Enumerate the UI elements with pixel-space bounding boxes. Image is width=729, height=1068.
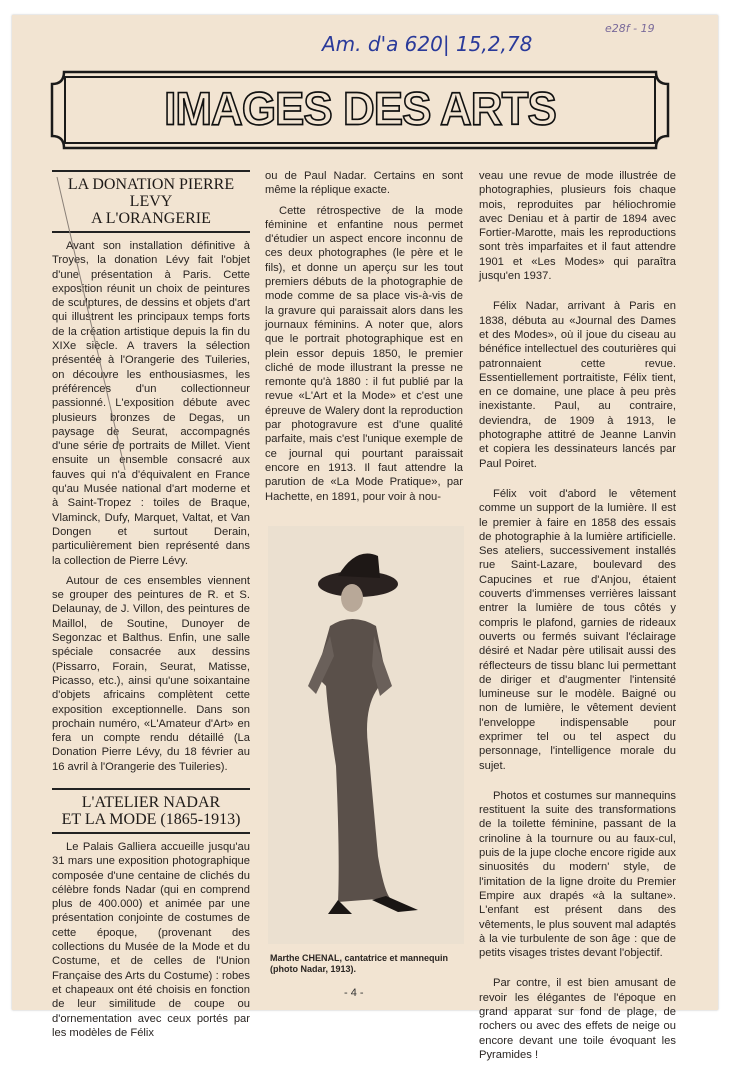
article1-paragraph: Avant son installation définitive à Troyes, la donation Lévy fait l'objet d'une présentation à Paris. Cette exposition réunit un choix de peintures de sculptures, de dessins et objets d'art qui illustrent les principaux temps forts de la création artistique depuis la fin du XIXe siècle. A travers la sélection présentée à l'Orangerie des Tuileries, on découvre les enthousiasmes, les préférences d'un collectionneur passionné. L'exposition débute avec plusieurs bronzes de Degas, un paysage de Seurat, accompagnés d'une série de portraits de Millet. Vient ensuite un ensemble consacré aux fauves qui n'a d'équivalent en France qu'au Musée national d'art moderne et à Saint-Tropez : toiles de Braque, Vlaminck, Dufy, Marquet, Valtat, et Van Dongen et surtout Derain, particulièrement bien représenté dans la collection de Pierre Lévy.: [52, 240, 250, 567]
article2-title-line2: ET LA MODE (1865-1913): [61, 810, 241, 828]
banner-title: IMAGES DES ARTS: [164, 83, 556, 136]
article2-paragraph: Félix voit d'abord le vêtement comme un support de la lumière. Il est le premier à faire en 1858 des essais de photographie à la lumière artificielle. Ses ateliers, successivement installés rue Saint-Lazare, boulevard des Capucines et rue d'Anjou, étaient couverts d'immenses verrières laissant entrer la lumière de tous côtés y compris le plafond, garnies de rideaux ouverts ou fermés suivant l'éclairage désiré et Nadar père utilisait aussi des réflecteurs de tissu blanc lui permettant de diriger et d'augmenter l'intensité lumineuse sur le modèle. Baigné ou non de lumière, le vêtement devient l'enveloppe indispensable pour exprimer tel ou tel aspect du personnage, l'intelligence morale du sujet.: [479, 487, 676, 772]
photo-caption: Marthe CHENAL, cantatrice et mannequin (photo Nadar, 1913).: [270, 953, 449, 974]
column-2: [265, 169, 463, 510]
pencil-strike-mark: [55, 175, 135, 475]
article1-title-line2: A L'ORANGERIE: [91, 210, 211, 227]
fashion-photograph: [268, 526, 464, 944]
article2-paragraph: Cette rétrospective de la mode féminine et enfantine nous permet d'étudier un aspect encore inconnu de ces deux photographes (le père et le fils), et donne un aperçu sur les tout premiers débuts de la photographie de mode comme de sa place vis-à-vis de la gravure qui paraissait alors dans les journaux féminins. A noter que, alors que le portrait photographique est en plein essor depuis 1850, le premier cliché de mode illustrant la presse ne remonte qu'à 1880 : il fut publié par la revue «L'Art et la Mode» et c'est une épreuve de Walery dont la reproduction par photogravure est d'une qualité parfaite, mais c'est l'unique exemple de ce journal qui pourtant paraissait encore en 1913. Il faut attendre la parution de «La Mode Pratique», par Hachette, en 1891, pour voir à nou-: [265, 204, 463, 503]
article1-paragraph: Autour de ces ensembles viennent se grouper des peintures de R. et S. Delaunay, de J. Villon, des peintures de Maillol, de Soutine, Dunoyer de Segonzac et Balthus. Enfin, une salle spéciale consacrée aux dessins (Pissarro, Forain, Seurat, Matisse, Picasso, etc.), ainsi qu'une soixantaine d'objets africains complètent cette exposition exceptionnelle. Dans son prochain numéro, «L'Amateur d'Art» en fera un compte rendu détaillé (La Donation Pierre Lévy, du 18 février au 16 avril à l'Orangerie des Tuileries).: [52, 574, 250, 773]
article2-paragraph: Par contre, il est bien amusant de revoir les élégantes de l'époque en grand apparat sur fond de plage, de rochers ou avec des effets de neige ou encore devant une toile évoquant les Pyramides !: [479, 977, 676, 1061]
page-number: - 4 -: [344, 987, 364, 999]
article2-paragraph: Photos et costumes sur mannequins restituent la suite des transformations de la toilette féminine, passant de la crinoline à la tournure ou au faux-cul, puis de la jupe cloche encore rigide aux sinuosités du modern' style, de l'imitation de la ligne droite du Premier Empire aux drapés «à la sultane». L'enfant est présent dans des vêtements, le plus souvent mal adaptés à la vie turbulente de son âge : que de petits visages tristes devant l'objectif.: [479, 789, 676, 960]
handwritten-reference: Am. d'a 620| 15,2,78: [322, 32, 533, 56]
column-3: [479, 169, 676, 1068]
article1-title-line1: LA DONATION PIERRE LEVY: [67, 176, 235, 210]
article2-paragraph: Félix Nadar, arrivant à Paris en 1838, débuta au «Journal des Dames et des Modes», où il joue du ciseau au bénéfice intellectuel des couturières qui patronnaient cette revue. Essentiellement portraitiste, Félix tient, en ce domaine, une place à peu près inexistante. Paul, au contraire, deviendra, de 1909 à 1913, le photographe attitré de Jeanne Lanvin et copiera les dessinateurs lancés par Paul Poiret.: [479, 300, 676, 470]
woman-figure-image: [268, 526, 464, 944]
section-banner: [50, 70, 670, 150]
article2-paragraph: Le Palais Galliera accueille jusqu'au 31 mars une exposition photographique composée d'une centaine de clichés du célèbre fonds Nadar (qui en comprend plus de 400.000) et animée par une présentation conjointe de costumes de cette époque, (provenant des collections du Musée de la Mode et du Costume, et de celles de l'Union Française des Arts du Costume) : robes et chapeaux ont été choisis en fonction de leur similitude de coupe ou d'ornementation avec ceux portés par les modèles de Félix: [52, 840, 250, 1039]
article2-paragraph: veau une revue de mode illustrée de photographies, plusieurs fois chaque mois, reproduites par héliochromie avec Deniau et à partir de 1894 avec Fortier-Marotte, mais les reproductions sont très imparfaites et il faut attendre 1901 et «Les Modes» qui paraîtra jusqu'en 1937.: [479, 170, 676, 283]
corner-reference: e28f - 19: [605, 22, 655, 35]
article2-paragraph: ou de Paul Nadar. Certains en sont même la réplique exacte.: [265, 170, 463, 197]
article2-title-line1: L'ATELIER NADAR: [81, 793, 221, 811]
article2-heading: [52, 788, 250, 834]
